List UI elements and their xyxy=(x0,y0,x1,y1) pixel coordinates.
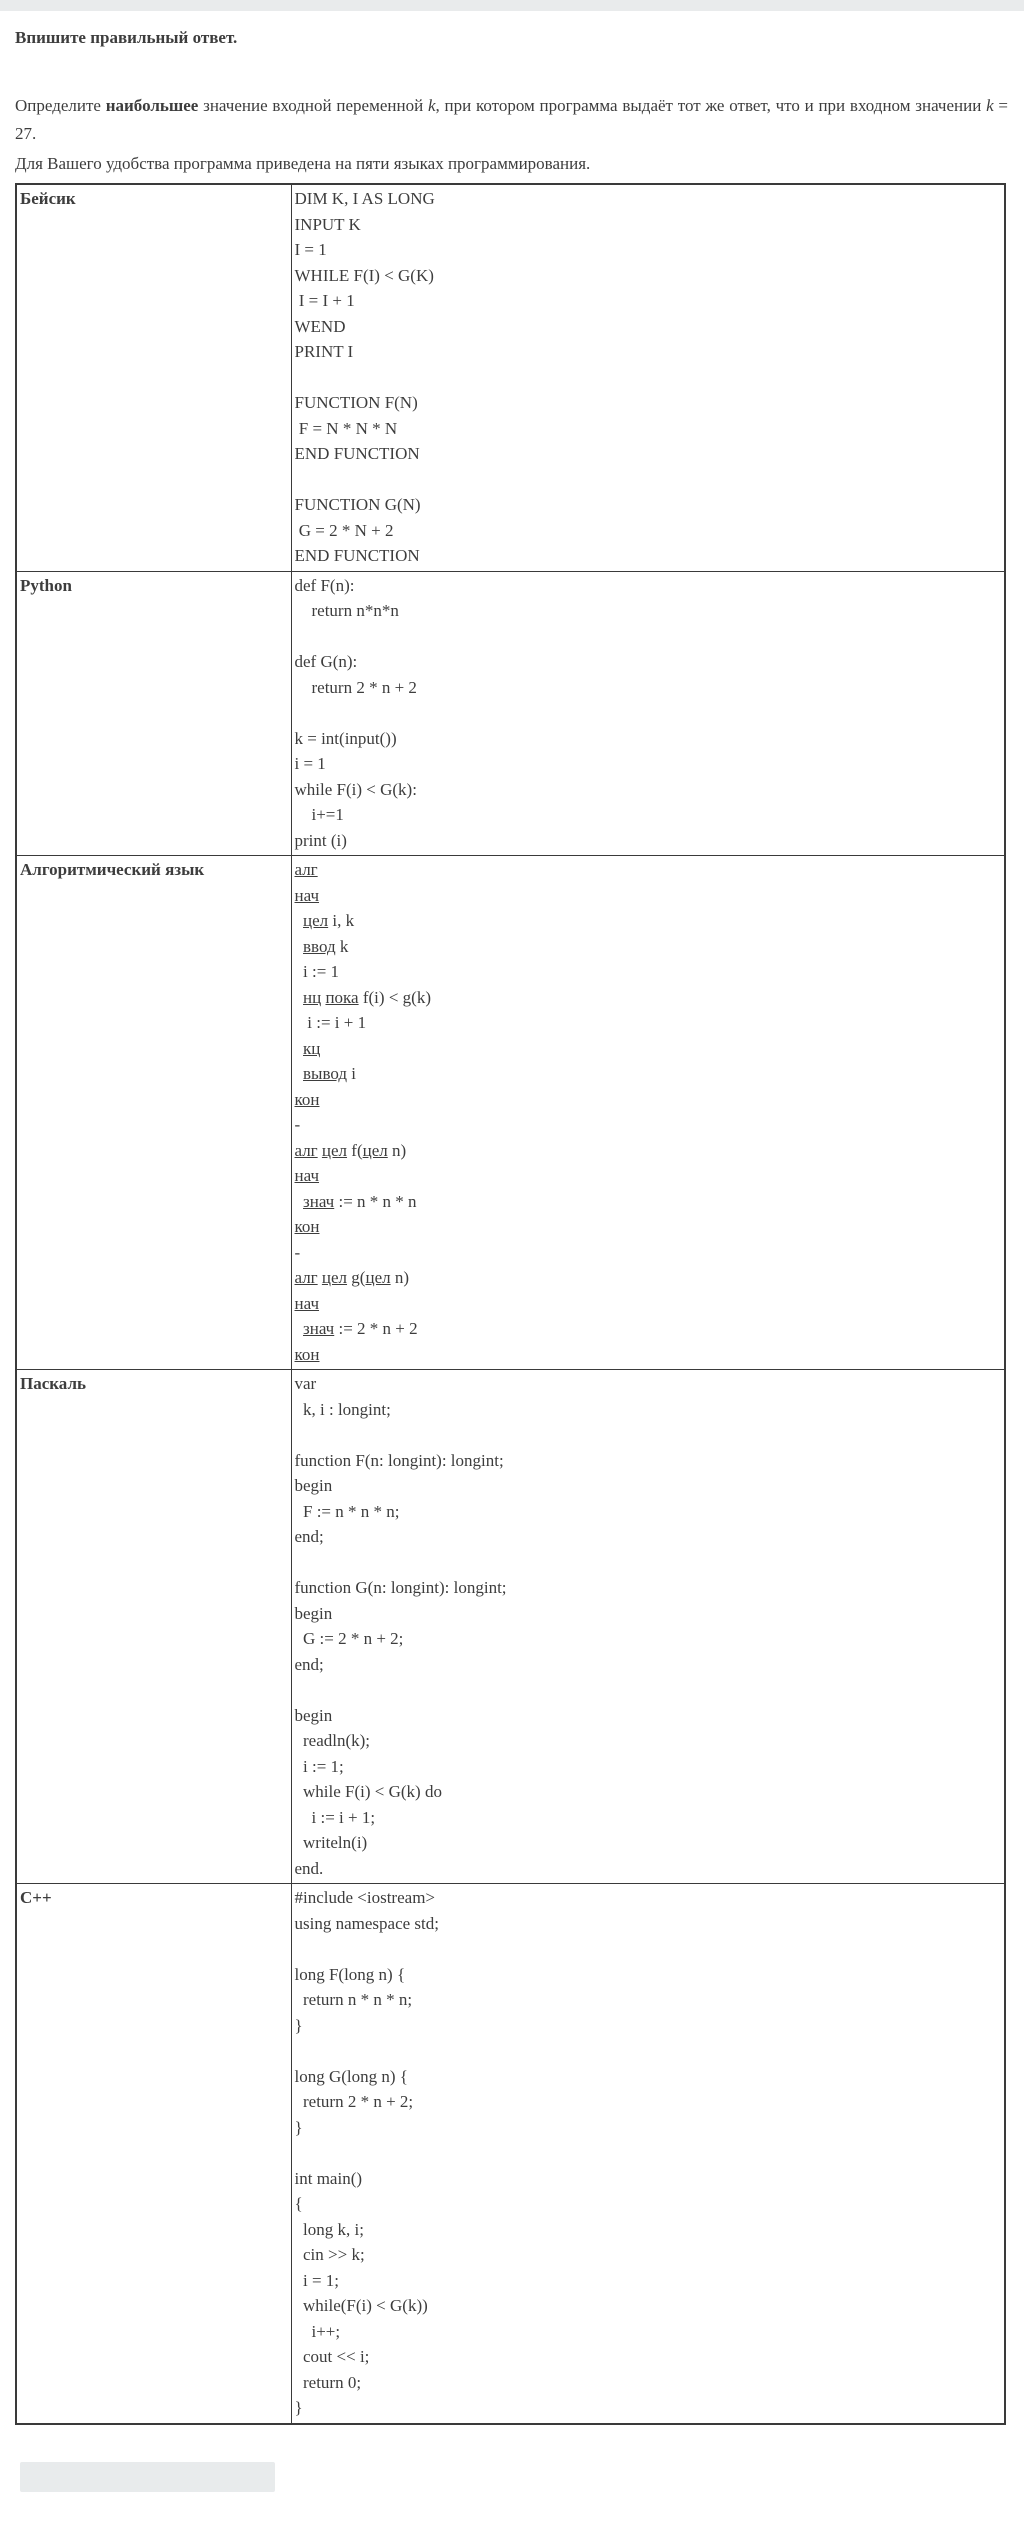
language-label: Бейсик xyxy=(16,184,291,571)
code-text: i = 1; xyxy=(294,2270,340,2290)
code-line xyxy=(295,777,1002,803)
top-divider-bar xyxy=(0,0,1024,11)
underlined-keyword: цел xyxy=(321,1140,348,1160)
code-line xyxy=(295,518,1002,544)
statement-text: = 27. xyxy=(15,96,1008,143)
code-text: n) xyxy=(390,1268,410,1287)
code-line xyxy=(295,1499,1002,1525)
code-text: n) xyxy=(387,1140,407,1160)
underlined-keyword: знач xyxy=(303,1191,335,1211)
code-text xyxy=(295,911,304,930)
code-text: FUNCTION G(N) xyxy=(294,495,421,514)
code-text: end. xyxy=(294,1858,324,1878)
code-text xyxy=(295,1319,304,1338)
code-line xyxy=(295,1087,1002,1113)
code-line xyxy=(295,1805,1002,1831)
code-line xyxy=(295,934,1002,960)
table-row xyxy=(16,184,1005,571)
code-line xyxy=(295,1265,1002,1291)
code-line xyxy=(295,2013,1002,2039)
code-text: - xyxy=(294,1242,301,1262)
code-text: I = 1 xyxy=(294,240,327,259)
code-text: i xyxy=(347,1064,357,1083)
code-line xyxy=(295,1397,1002,1423)
code-text: int main() xyxy=(294,2168,363,2188)
code-line xyxy=(295,700,1002,726)
code-line xyxy=(295,237,1002,263)
code-line xyxy=(295,1061,1002,1087)
code-text: i := i + 1 xyxy=(294,1013,367,1032)
code-line xyxy=(295,1448,1002,1474)
code-line xyxy=(295,1473,1002,1499)
underlined-keyword: кон xyxy=(294,1089,320,1109)
code-text: WEND xyxy=(294,316,346,336)
programs-table xyxy=(15,183,1006,2425)
code-line xyxy=(295,2293,1002,2319)
code-line xyxy=(295,390,1002,416)
code-text: i = 1 xyxy=(294,754,326,773)
code-line xyxy=(295,1010,1002,1036)
code-text: i, k xyxy=(328,911,355,930)
code-line xyxy=(295,1703,1002,1729)
code-text: - xyxy=(294,1115,301,1134)
variable-k: k xyxy=(986,96,994,115)
code-text xyxy=(295,1039,304,1058)
table-row xyxy=(16,1370,1005,1884)
task-statement xyxy=(15,92,1008,148)
code-text: def G(n): xyxy=(294,652,358,671)
variable-k: k xyxy=(427,96,436,115)
table-row xyxy=(16,856,1005,1370)
code-line xyxy=(295,1291,1002,1317)
code-line xyxy=(295,1422,1002,1448)
code-line xyxy=(295,263,1002,289)
code-line xyxy=(295,1885,1002,1911)
prompt-title: Впишите правильный ответ. xyxy=(15,28,238,47)
underlined-keyword: пока xyxy=(325,987,359,1007)
code-text: f( xyxy=(347,1140,363,1160)
code-line xyxy=(295,1626,1002,1652)
underlined-keyword: кц xyxy=(303,1038,321,1058)
code-line xyxy=(295,2064,1002,2090)
code-text: function G(n: longint): longint; xyxy=(294,1578,507,1597)
code-text: def F(n): xyxy=(294,575,355,595)
code-line xyxy=(295,1830,1002,1856)
code-text: WHILE F(I) < G(K) xyxy=(294,265,434,285)
code-line xyxy=(295,2038,1002,2064)
code-line xyxy=(295,1911,1002,1937)
code-line xyxy=(295,1677,1002,1703)
code-text: i := 1; xyxy=(294,1756,344,1776)
underlined-keyword: алг xyxy=(294,860,318,879)
code-line xyxy=(295,467,1002,493)
code-line xyxy=(295,828,1002,854)
underlined-keyword: кон xyxy=(294,1344,320,1364)
underlined-keyword: нач xyxy=(294,1166,320,1185)
code-line xyxy=(295,2268,1002,2294)
code-text: INPUT K xyxy=(294,214,361,234)
code-line xyxy=(295,675,1002,701)
code-line xyxy=(295,2370,1002,2396)
code-line xyxy=(295,1342,1002,1368)
code-line xyxy=(295,543,1002,569)
code-line xyxy=(295,2242,1002,2268)
code-line xyxy=(295,1036,1002,1062)
code-text: I = I + 1 xyxy=(294,291,355,310)
code-text: FUNCTION F(N) xyxy=(294,393,418,412)
code-line xyxy=(295,186,1002,212)
underlined-keyword: алг xyxy=(294,1268,318,1287)
code-line xyxy=(295,492,1002,518)
code-text: while(F(i) < G(k)) xyxy=(294,2296,428,2315)
code-line xyxy=(295,2344,1002,2370)
underlined-keyword: ввод xyxy=(303,936,336,956)
code-line xyxy=(295,441,1002,467)
code-line xyxy=(295,2319,1002,2345)
code-line xyxy=(295,1214,1002,1240)
code-text: while F(i) < G(k): xyxy=(294,779,417,799)
code-text: i++; xyxy=(294,2321,341,2341)
code-line xyxy=(295,1754,1002,1780)
code-text: := 2 * n + 2 xyxy=(334,1319,418,1338)
statement-text: Определите xyxy=(15,96,106,115)
code-line xyxy=(295,1962,1002,1988)
code-text: begin xyxy=(294,1603,333,1623)
task-page xyxy=(0,11,1024,2522)
code-text: } xyxy=(294,2015,303,2035)
underlined-keyword: нач xyxy=(294,885,320,905)
code-text xyxy=(295,1192,304,1211)
underlined-keyword: цел xyxy=(303,911,329,930)
underlined-keyword: цел xyxy=(362,1140,388,1160)
code-text: g( xyxy=(347,1268,366,1287)
code-text: long G(long n) { xyxy=(294,2066,408,2086)
code-line xyxy=(295,2217,1002,2243)
code-text: return 2 * n + 2 xyxy=(294,677,417,697)
language-label: Паскаль xyxy=(16,1370,291,1884)
code-text xyxy=(295,1064,304,1083)
code-text: begin xyxy=(294,1705,333,1725)
code-line xyxy=(295,365,1002,391)
code-text: } xyxy=(294,2117,303,2137)
code-text: #include <iostream> xyxy=(294,1888,435,1907)
code-line xyxy=(295,1316,1002,1342)
language-label: C++ xyxy=(16,1884,291,2424)
statement-text: , при котором программа выдаёт тот же ответ, что и при входном значении xyxy=(435,96,987,115)
code-line xyxy=(295,751,1002,777)
code-line xyxy=(295,1112,1002,1138)
languages-note: Для Вашего удобства программа приведена на пяти языках программирования. xyxy=(15,154,591,173)
code-line xyxy=(295,959,1002,985)
code-cell xyxy=(291,184,1005,571)
code-text: long k, i; xyxy=(294,2219,364,2239)
code-line xyxy=(295,1240,1002,1266)
code-text: return 2 * n + 2; xyxy=(294,2092,414,2111)
code-line xyxy=(295,649,1002,675)
code-line xyxy=(295,2115,1002,2141)
code-line xyxy=(295,624,1002,650)
code-text: := n * n * n xyxy=(334,1191,417,1211)
code-text: cin >> k; xyxy=(294,2245,365,2264)
code-line xyxy=(295,1550,1002,1576)
underlined-keyword: цел xyxy=(365,1268,391,1287)
code-text: DIM K, I AS LONG xyxy=(294,189,435,208)
code-text: k = int(input()) xyxy=(294,728,397,748)
code-text: long F(long n) { xyxy=(294,1964,406,1984)
code-line xyxy=(295,1652,1002,1678)
code-line xyxy=(295,883,1002,909)
code-line xyxy=(295,1524,1002,1550)
code-line xyxy=(295,726,1002,752)
underlined-keyword: нач xyxy=(294,1293,320,1313)
code-text: { xyxy=(294,2194,303,2213)
language-label: Алгоритмический язык xyxy=(16,856,291,1370)
code-text: using namespace std; xyxy=(294,1913,439,1933)
code-text: while F(i) < G(k) do xyxy=(294,1782,442,1801)
code-line xyxy=(295,573,1002,599)
code-line xyxy=(295,1601,1002,1627)
code-text: end; xyxy=(294,1654,324,1674)
code-cell xyxy=(291,1884,1005,2424)
code-text: var xyxy=(294,1374,317,1393)
code-line xyxy=(295,416,1002,442)
code-text: F = N * N * N xyxy=(294,418,398,438)
code-line xyxy=(295,2140,1002,2166)
code-line xyxy=(295,339,1002,365)
code-line xyxy=(295,2089,1002,2115)
code-line xyxy=(295,2191,1002,2217)
code-text xyxy=(295,937,304,956)
code-text: i := 1 xyxy=(294,962,340,981)
code-text: function F(n: longint): longint; xyxy=(294,1450,504,1470)
code-text: end; xyxy=(294,1527,324,1546)
code-line xyxy=(295,1189,1002,1215)
code-line xyxy=(295,1138,1002,1164)
code-line xyxy=(295,314,1002,340)
code-line xyxy=(295,802,1002,828)
underlined-keyword: цел xyxy=(321,1268,348,1287)
code-cell xyxy=(291,856,1005,1370)
code-text: return n * n * n; xyxy=(294,1990,413,2009)
underlined-keyword: знач xyxy=(303,1319,335,1338)
code-line xyxy=(295,908,1002,934)
code-line xyxy=(295,1987,1002,2013)
code-text: G := 2 * n + 2; xyxy=(294,1629,404,1648)
code-line xyxy=(295,2395,1002,2421)
code-text: return 0; xyxy=(294,2372,362,2392)
underlined-keyword: вывод xyxy=(303,1064,348,1083)
code-text xyxy=(295,988,304,1007)
code-line xyxy=(295,1728,1002,1754)
code-line xyxy=(295,2166,1002,2192)
code-line xyxy=(295,1575,1002,1601)
code-line xyxy=(295,212,1002,238)
code-text: i := i + 1; xyxy=(294,1807,376,1827)
code-text: return n*n*n xyxy=(294,601,399,620)
language-label: Python xyxy=(16,571,291,856)
code-line xyxy=(295,598,1002,624)
underlined-keyword: нц xyxy=(303,987,322,1007)
code-line xyxy=(295,857,1002,883)
code-line xyxy=(295,1371,1002,1397)
answer-input[interactable] xyxy=(20,2462,275,2492)
code-line xyxy=(295,1779,1002,1805)
code-text: END FUNCTION xyxy=(294,444,420,463)
code-text: readln(k); xyxy=(294,1731,371,1750)
code-text: } xyxy=(294,2398,303,2417)
code-text: i+=1 xyxy=(294,805,344,824)
code-text: f(i) < g(k) xyxy=(358,987,431,1007)
code-text: cout << i; xyxy=(294,2347,370,2366)
code-text: begin xyxy=(294,1476,333,1495)
code-line xyxy=(295,1936,1002,1962)
code-text: G = 2 * N + 2 xyxy=(294,520,394,540)
statement-text: значение входной переменной xyxy=(198,96,428,115)
code-text: END FUNCTION xyxy=(294,546,420,565)
table-row xyxy=(16,571,1005,856)
statement-bold-keyword: наибольшее xyxy=(105,96,199,115)
code-line xyxy=(295,288,1002,314)
code-cell xyxy=(291,1370,1005,1884)
programs-tbody xyxy=(16,184,1005,2424)
underlined-keyword: алг xyxy=(294,1140,318,1160)
code-line xyxy=(295,1856,1002,1882)
table-row xyxy=(16,1884,1005,2424)
code-text: k xyxy=(335,936,349,956)
code-text: writeln(i) xyxy=(294,1833,368,1852)
underlined-keyword: кон xyxy=(294,1217,320,1236)
code-cell xyxy=(291,571,1005,856)
code-text: F := n * n * n; xyxy=(294,1501,400,1521)
code-line xyxy=(295,1163,1002,1189)
code-text: k, i : longint; xyxy=(294,1399,391,1419)
code-text: print (i) xyxy=(294,830,347,850)
code-line xyxy=(295,985,1002,1011)
code-text: PRINT I xyxy=(294,342,354,361)
